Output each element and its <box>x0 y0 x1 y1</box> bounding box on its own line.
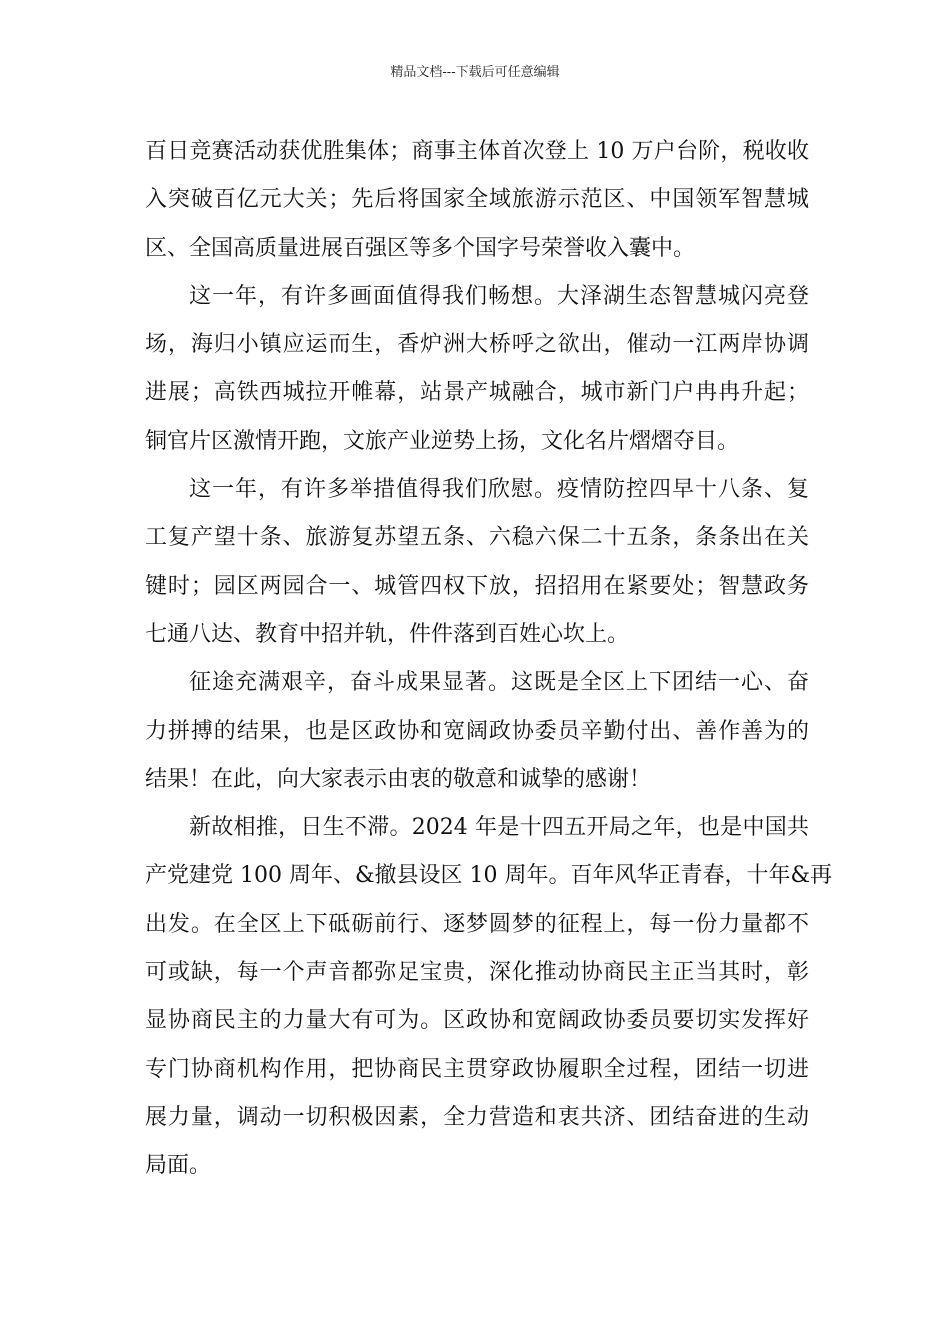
paragraph <box>145 659 809 804</box>
text-line: 七通八达、教育中招并轨，件件落到百姓心坎上。 <box>145 621 630 647</box>
text-line: 征途充满艰辛，奋斗成果显著。这既是全区上下团结一心、奋 <box>189 670 809 696</box>
text-line: 出发。在全区上下砥砺前行、逐梦圆梦的征程上，每一份力量都不 <box>145 911 809 937</box>
text-line: 入突破百亿元大关；先后将国家全域旅游示范区、中国领军智慧城 <box>145 187 809 213</box>
text-line: 场，海归小镇应运而生，香炉洲大桥呼之欲出，催动一江两岸协调 <box>145 332 809 358</box>
text-line: 百日竞赛活动获优胜集体；商事主体首次登上 10 万户台阶，税收收 <box>145 139 809 164</box>
text-line: 进展；高铁西城拉开帷幕，站景产城融合，城市新门户冉冉升起； <box>145 380 809 406</box>
text-line: 产党建党 100 周年、&撤县设区 10 周年。百年风华正青春，十年&再 <box>145 863 833 889</box>
text-line: 力拼搏的结果，也是区政协和宽阔政协委员辛勤付出、善作善为的 <box>145 718 809 744</box>
text-line: 这一年，有许多举措值得我们欣慰。疫情防控四早十八条、复 <box>189 477 809 503</box>
text-line: 区、全国高质量进展百强区等多个国字号荣誉收入囊中。 <box>145 235 696 261</box>
text-line: 局面。 <box>145 1153 212 1179</box>
paragraph <box>145 466 809 659</box>
text-line: 专门协商机构作用，把协商民主贯穿政协履职全过程，团结一切进 <box>145 1056 809 1082</box>
paragraph <box>145 128 809 273</box>
page-header: 精品文档---下载后可任意编辑 <box>390 65 560 80</box>
text-line: 展力量，调动一切积极因素，全力营造和衷共济、团结奋进的生动 <box>145 1104 809 1130</box>
text-line: 这一年，有许多画面值得我们畅想。大泽湖生态智慧城闪亮登 <box>189 283 809 309</box>
paragraph <box>145 273 809 466</box>
text-line: 新故相推，日生不滞。2024 年是十四五开局之年，也是中国共 <box>189 815 809 841</box>
text-line: 显协商民主的力量大有可为。区政协和宽阔政协委员要切实发挥好 <box>145 1008 809 1034</box>
text-line: 工复产望十条、旅游复苏望五条、六稳六保二十五条，条条出在关 <box>145 525 809 551</box>
text-line: 键时；园区两园合一、城管四权下放，招招用在紧要处；智慧政务 <box>145 573 809 599</box>
text-line: 铜官片区激情开跑，文旅产业逆势上扬，文化名片熠熠夺目。 <box>145 428 740 454</box>
text-line: 可或缺，每一个声音都弥足宝贵，深化推动协商民主正当其时，彰 <box>145 960 809 986</box>
paragraph <box>145 804 833 1190</box>
document-body <box>145 128 833 1191</box>
text-line: 结果！在此，向大家表示由衷的敬意和诚挚的感谢！ <box>145 766 652 792</box>
